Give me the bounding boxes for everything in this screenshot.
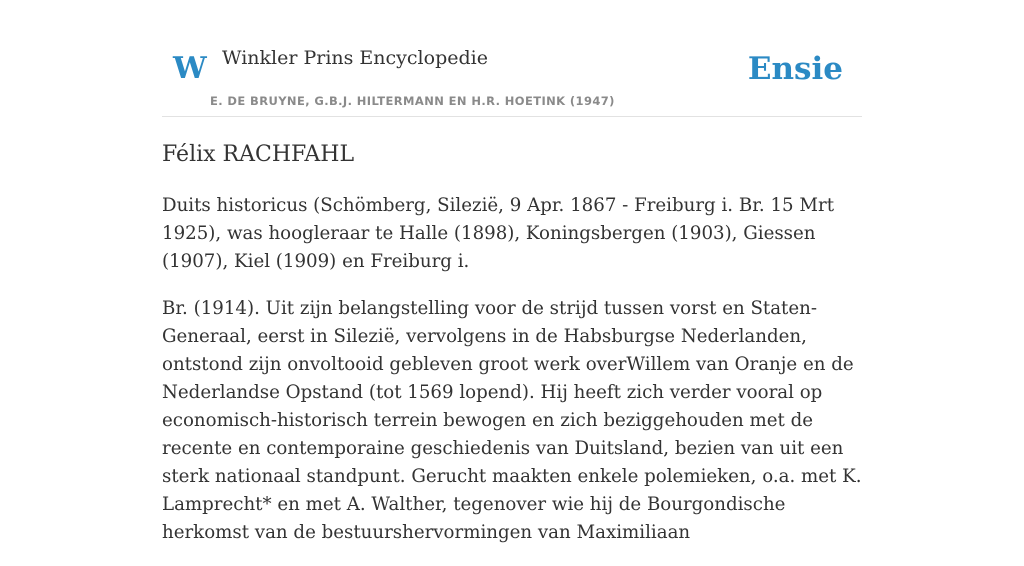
article-headword: Félix RACHFAHL: [162, 142, 355, 167]
article-paragraph: Duits historicus (Schömberg, Silezië, 9 Apr. 1867 - Freiburg i. Br. 15 Mrt 1925), was hoogleraar te Halle (1898), Koningsbergen (1903), Giessen (1907), Kiel (1909) en Freiburg i.: [162, 195, 835, 272]
site-header: [162, 0, 862, 117]
ensie-logo[interactable]: Ensie: [747, 51, 843, 87]
site-subtitle: E. DE BRUYNE, G.B.J. HILTERMANN EN H.R. HOETINK (1947): [210, 94, 615, 108]
article-paragraph: Br. (1914). Uit zijn belangstelling voor de strijd tussen vorst en Staten-Generaal, eerst in Silezië, vervolgens in de Habsburgse Nederlanden, ontstond zijn onvoltooid gebleven groot werk overWillem van Oranje en de Nederlandse Opstand (tot 1569 lopend). Hij heeft zich verder vooral op economisch-historisch terrein bewogen en zich beziggehouden met de recente en contemporaine geschiedenis van Duitsland, bezien van uit een sterk nationaal standpunt. Gerucht maakten enkele polemieken, o.a. met K. Lamprecht* en met A. Walther, tegenover wie hij de Bourgondische herkomst van de bestuurshervormingen van Maximiliaan: [162, 298, 862, 543]
winkler-prins-logo[interactable]: W: [173, 51, 207, 86]
article-body: [162, 192, 868, 566]
site-title[interactable]: Winkler Prins Encyclopedie: [222, 47, 488, 69]
